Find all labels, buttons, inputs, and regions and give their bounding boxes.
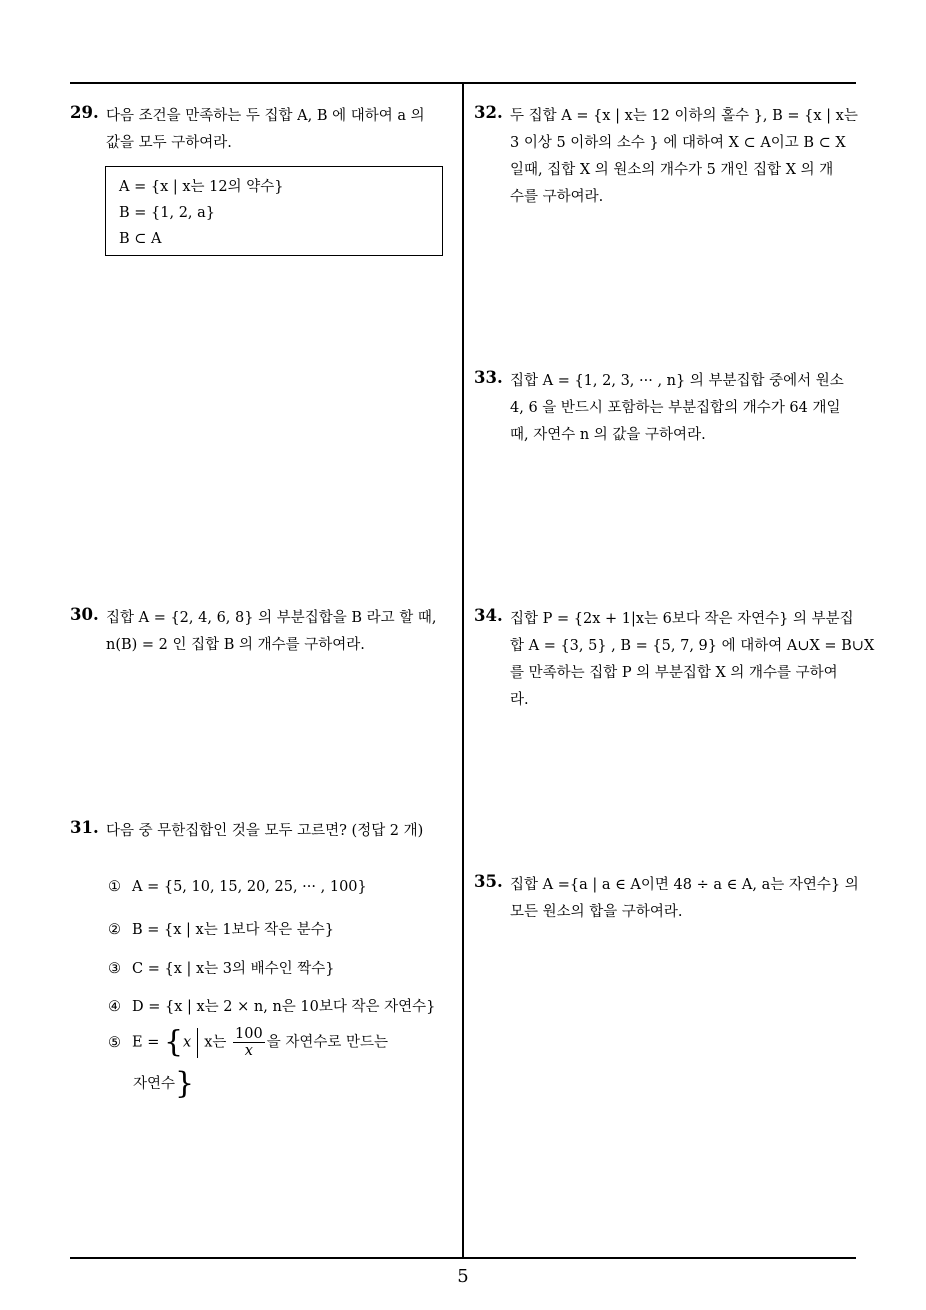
- question-35: [474, 872, 858, 926]
- question-line: 모든 원소의 합을 구하여라.: [510, 904, 683, 920]
- option-mark: ②: [108, 922, 121, 938]
- question-line: 3 이상 5 이하의 소수 } 에 대하여 X ⊂ A이고 B ⊂ X: [510, 135, 846, 151]
- column-divider: [462, 83, 464, 1258]
- question-number: 34.: [474, 606, 503, 625]
- question-line: 때, 자연수 n 의 값을 구하여라.: [510, 427, 706, 443]
- question-line: 수를 구하여라.: [510, 189, 604, 205]
- question-line: 집합 P = {2x + 1|x는 6보다 작은 자연수} 의 부분집: [510, 611, 854, 627]
- set-condition-rest: 을 자연수로 만드는: [266, 1034, 388, 1051]
- question-30: [70, 605, 456, 659]
- question-32: [474, 103, 858, 211]
- question-line: 집합 A = {2, 4, 6, 8} 의 부분집합을 B 라고 할 때,: [106, 610, 437, 626]
- option-text: 자연수: [133, 1076, 176, 1092]
- answer-option-5-continued: [133, 1066, 195, 1101]
- question-text: [510, 103, 858, 211]
- open-brace: {: [163, 1024, 184, 1060]
- option-text: D = {x | x는 2 × n, n은 10보다 작은 자연수}: [132, 999, 436, 1015]
- answer-option-2[interactable]: [108, 918, 334, 939]
- question-line: n(B) = 2 인 집합 B 의 개수를 구하여라.: [106, 637, 365, 653]
- question-line: 두 집합 A = {x | x는 12 이하의 홀수 }, B = {x | x는: [510, 108, 858, 124]
- question-33: [474, 368, 858, 449]
- question-number: 33.: [474, 368, 503, 387]
- option-mark: ①: [108, 879, 121, 895]
- option-mark: ④: [108, 999, 121, 1015]
- answer-option-5[interactable]: [108, 1026, 388, 1059]
- page-number: 5: [457, 1266, 469, 1287]
- question-line: 집합 A ={a | a ∈ A이면 48 ÷ a ∈ A, a는 자연수} 의: [510, 877, 859, 893]
- question-number: 31.: [70, 818, 99, 837]
- condition-line: B ⊂ A: [119, 231, 162, 247]
- question-line: 다음 조건을 만족하는 두 집합 A, B 에 대하여 a 의: [106, 108, 425, 124]
- fraction-denominator: x: [244, 1043, 253, 1059]
- option-mark: ③: [108, 961, 121, 977]
- question-29: [70, 103, 456, 157]
- question-line: 값을 모두 구하여라.: [106, 135, 232, 151]
- answer-option-1[interactable]: [108, 879, 367, 895]
- answer-option-3[interactable]: [108, 957, 334, 978]
- condition-line: B = {1, 2, a}: [119, 205, 216, 221]
- answer-option-4[interactable]: [108, 995, 435, 1016]
- question-line: 라.: [510, 692, 529, 708]
- question-text: [106, 605, 456, 659]
- question-31: [70, 818, 456, 845]
- question-number: 30.: [70, 605, 99, 624]
- question-line: 다음 중 무한집합인 것을 모두 고르면? (정답 2 개): [106, 823, 424, 839]
- set-condition: x는: [204, 1034, 227, 1051]
- question-line: 를 만족하는 집합 P 의 부분집합 X 의 개수를 구하여: [510, 665, 838, 681]
- question-line: 일때, 집합 X 의 원소의 개수가 5 개인 집합 X 의 개: [510, 162, 834, 178]
- question-number: 29.: [70, 103, 99, 122]
- question-34: [474, 606, 875, 714]
- option-text: B = {x | x는 1보다 작은 분수}: [132, 922, 335, 938]
- question-line: 4, 6 을 반드시 포함하는 부분집합의 개수가 64 개일: [510, 400, 841, 416]
- option-mark: ⑤: [108, 1034, 121, 1051]
- fraction-numerator: 100: [235, 1026, 263, 1042]
- question-text: [510, 368, 858, 449]
- question-text: [106, 818, 456, 845]
- question-text: [510, 872, 858, 926]
- question-number: 35.: [474, 872, 503, 891]
- option-text: C = {x | x는 3의 배수인 짝수}: [132, 961, 335, 977]
- question-text: [106, 103, 456, 157]
- condition-box: [105, 166, 443, 256]
- bottom-rule: [70, 1257, 856, 1259]
- set-bar: [197, 1028, 198, 1058]
- condition-line: A = {x | x는 12의 약수}: [119, 179, 284, 195]
- close-brace: }: [175, 1066, 195, 1101]
- option-prefix: E =: [132, 1034, 160, 1051]
- question-line: 집합 A = {1, 2, 3, ··· , n} 의 부분집합 중에서 원소: [510, 373, 844, 389]
- set-variable: x: [183, 1034, 192, 1051]
- option-text: A = {5, 10, 15, 20, 25, ··· , 100}: [132, 879, 367, 895]
- question-number: 32.: [474, 103, 503, 122]
- fraction: [233, 1026, 265, 1059]
- question-text: [510, 606, 875, 714]
- question-line: 합 A = {3, 5} , B = {5, 7, 9} 에 대하여 A∪X = B∪X: [510, 638, 875, 654]
